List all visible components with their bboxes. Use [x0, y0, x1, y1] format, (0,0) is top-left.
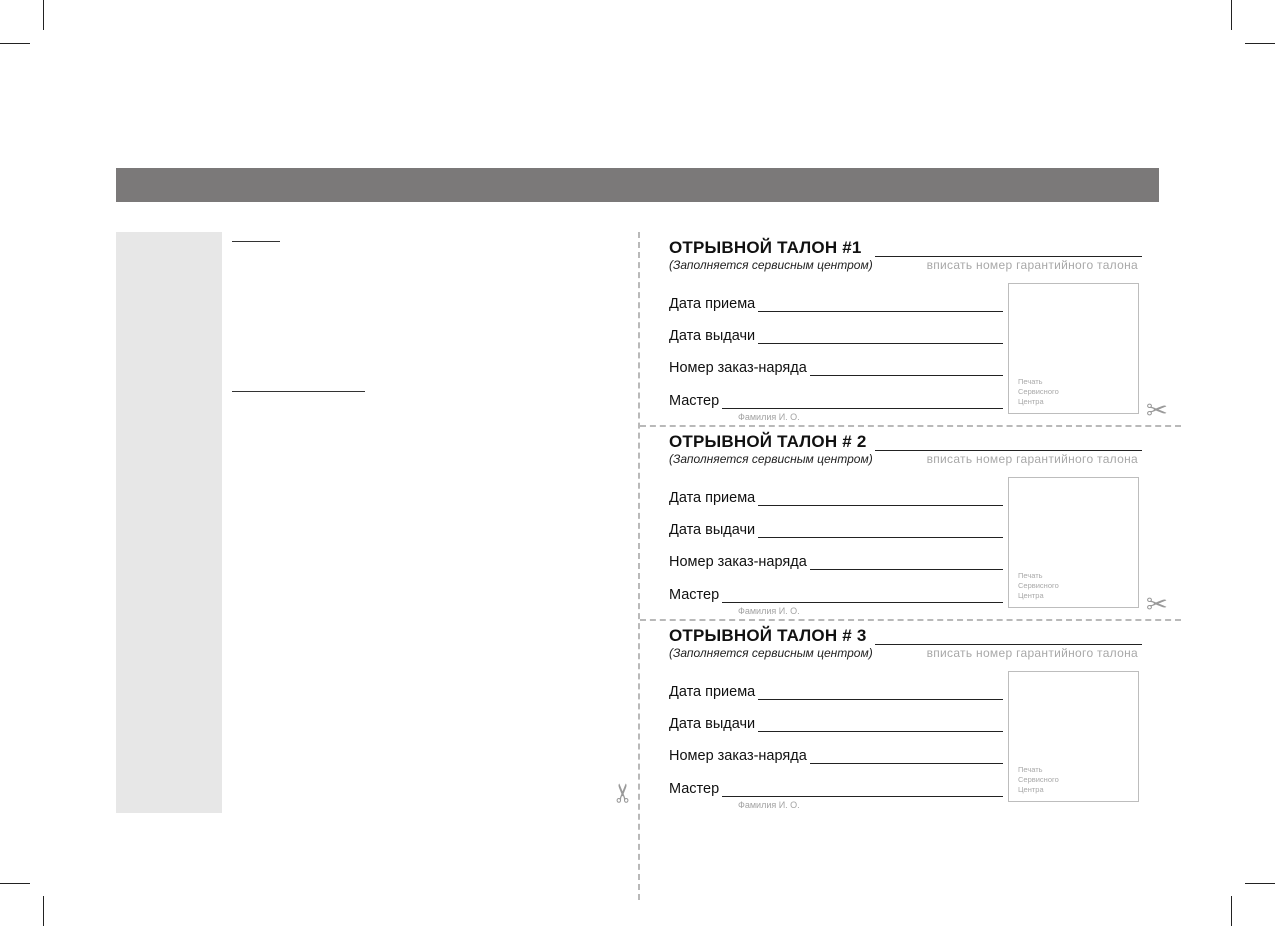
header-bar — [116, 168, 1159, 202]
ticket-number-line[interactable] — [875, 450, 1142, 451]
date-received-field[interactable] — [669, 490, 1003, 510]
left-rule-short — [232, 241, 280, 242]
master-name-hint: Фамилия И. О. — [738, 412, 800, 422]
crop-mark — [1245, 43, 1275, 44]
field-label: Дата выдачи — [669, 716, 758, 732]
ticket-number-line[interactable] — [875, 256, 1142, 257]
field-label: Дата выдачи — [669, 522, 758, 538]
stamp-label — [1018, 377, 1059, 407]
stamp-label — [1018, 765, 1059, 795]
master-field[interactable] — [669, 781, 1003, 810]
field-label: Мастер — [669, 393, 722, 409]
date-issued-field[interactable] — [669, 328, 1003, 348]
date-issued-field[interactable] — [669, 716, 1003, 736]
left-sidebar-panel — [116, 232, 222, 813]
ticket-number-hint: вписать номер гарантийного талона — [926, 452, 1138, 466]
date-issued-field[interactable] — [669, 522, 1003, 542]
stamp-box — [1008, 283, 1139, 414]
work-order-number-field[interactable] — [669, 554, 1003, 574]
tear-off-ticket-2 — [669, 432, 1149, 622]
ticket-subtitle: (Заполняется сервисным центром) — [669, 646, 873, 660]
ticket-title: ОТРЫВНОЙ ТАЛОН # 2 — [669, 432, 867, 451]
stamp-line: Центра — [1018, 397, 1044, 406]
field-label: Дата приема — [669, 296, 758, 312]
work-order-number-field[interactable] — [669, 360, 1003, 380]
field-label: Дата приема — [669, 684, 758, 700]
stamp-line: Центра — [1018, 591, 1044, 600]
ticket-subtitle: (Заполняется сервисным центром) — [669, 258, 873, 272]
stamp-label — [1018, 571, 1059, 601]
field-label: Дата выдачи — [669, 328, 758, 344]
scissors-icon: ✂ — [608, 782, 639, 804]
field-label: Номер заказ-наряда — [669, 360, 810, 376]
stamp-box — [1008, 477, 1139, 608]
ticket-number-hint: вписать номер гарантийного талона — [926, 646, 1138, 660]
ticket-title: ОТРЫВНОЙ ТАЛОН #1 — [669, 238, 862, 257]
tear-off-ticket-3 — [669, 626, 1149, 816]
crop-mark — [1231, 896, 1232, 926]
ticket-number-line[interactable] — [875, 644, 1142, 645]
ticket-number-hint: вписать номер гарантийного талона — [926, 258, 1138, 272]
scissors-icon: ✂ — [1146, 590, 1168, 620]
scissors-icon: ✂ — [1146, 396, 1168, 426]
crop-mark — [1231, 0, 1232, 30]
work-order-number-field[interactable] — [669, 748, 1003, 768]
date-received-field[interactable] — [669, 296, 1003, 316]
tear-off-ticket-1 — [669, 238, 1149, 428]
left-rule-long — [232, 391, 365, 392]
field-label: Номер заказ-наряда — [669, 748, 810, 764]
crop-mark — [0, 43, 30, 44]
stamp-line: Центра — [1018, 785, 1044, 794]
stamp-box — [1008, 671, 1139, 802]
stamp-line: Печать — [1018, 377, 1043, 386]
master-field[interactable] — [669, 587, 1003, 616]
crop-mark — [43, 896, 44, 926]
crop-mark — [0, 883, 30, 884]
master-field[interactable] — [669, 393, 1003, 422]
field-label: Номер заказ-наряда — [669, 554, 810, 570]
ticket-title: ОТРЫВНОЙ ТАЛОН # 3 — [669, 626, 867, 645]
field-label: Мастер — [669, 781, 722, 797]
stamp-line: Печать — [1018, 765, 1043, 774]
ticket-subtitle: (Заполняется сервисным центром) — [669, 452, 873, 466]
stamp-line: Печать — [1018, 571, 1043, 580]
field-label: Мастер — [669, 587, 722, 603]
master-name-hint: Фамилия И. О. — [738, 606, 800, 616]
crop-mark — [43, 0, 44, 30]
stamp-line: Сервисного — [1018, 387, 1059, 396]
date-received-field[interactable] — [669, 684, 1003, 704]
crop-mark — [1245, 883, 1275, 884]
master-name-hint: Фамилия И. О. — [738, 800, 800, 810]
field-label: Дата приема — [669, 490, 758, 506]
stamp-line: Сервисного — [1018, 775, 1059, 784]
stamp-line: Сервисного — [1018, 581, 1059, 590]
